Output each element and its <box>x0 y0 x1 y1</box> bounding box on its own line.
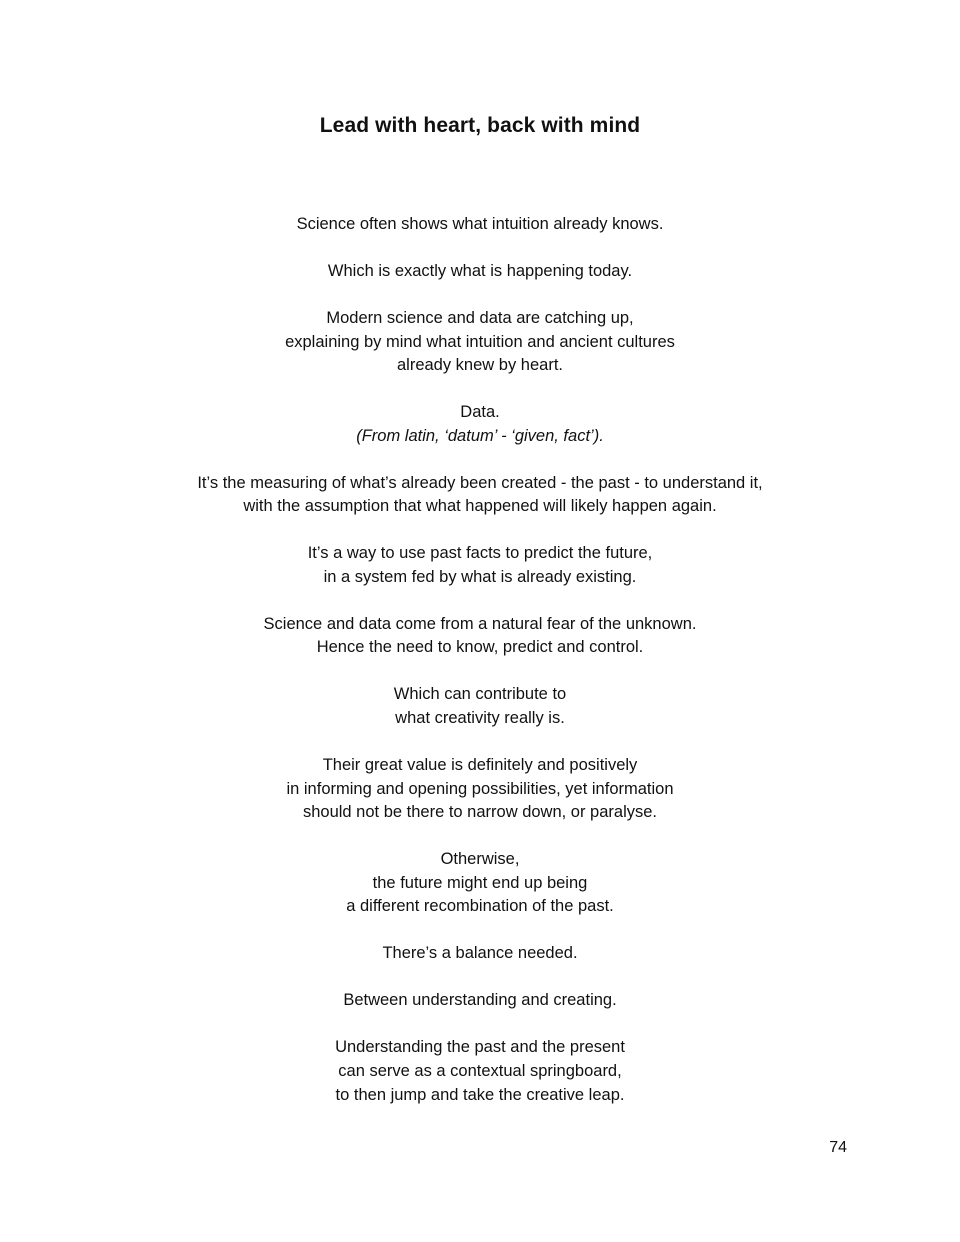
text-line: Science and data come from a natural fear of the unknown. <box>263 614 697 633</box>
text-line: should not be there to narrow down, or paralyse. <box>302 803 658 822</box>
text-line: There’s a balance needed. <box>382 944 578 963</box>
text-line: Otherwise, <box>440 850 520 869</box>
text-line: Their great value is definitely and positively <box>322 756 638 775</box>
paragraph-7 <box>0 613 960 660</box>
paragraph-1 <box>0 213 960 237</box>
text-line: already knew by heart. <box>396 356 563 375</box>
text-line: Modern science and data are catching up, <box>326 308 634 327</box>
text-line: the future might end up being <box>372 873 588 892</box>
text-line: with the assumption that what happened will likely happen again. <box>243 497 717 516</box>
paragraph-10 <box>0 848 960 919</box>
text-line: It’s a way to use past facts to predict the future, <box>307 544 653 563</box>
text-line: in a system fed by what is already existing. <box>323 567 637 586</box>
paragraph-12 <box>0 989 960 1013</box>
text-line: Understanding the past and the present <box>335 1038 625 1057</box>
text-line: what creativity really is. <box>395 709 565 728</box>
text-line: Which is exactly what is happening today. <box>327 261 633 280</box>
text-line: a different recombination of the past. <box>346 897 614 916</box>
page-number: 74 <box>829 1139 847 1156</box>
text-line: It’s the measuring of what’s already been created - the past - to understand it, <box>197 473 763 492</box>
paragraph-8 <box>0 683 960 730</box>
paragraph-9 <box>0 754 960 825</box>
text-line: Data. <box>460 403 500 422</box>
text-line: can serve as a contextual springboard, <box>338 1061 622 1080</box>
paragraph-4 <box>0 401 960 448</box>
text-line: Between understanding and creating. <box>343 991 617 1010</box>
text-line: Hence the need to know, predict and control. <box>316 638 644 657</box>
paragraph-2 <box>0 260 960 284</box>
body-text <box>0 213 960 1131</box>
paragraph-11 <box>0 942 960 966</box>
text-line: explaining by mind what intuition and ancient cultures <box>285 332 675 351</box>
paragraph-3 <box>0 307 960 378</box>
etymology-line: (From latin, ‘datum’ - ‘given, fact’). <box>356 426 604 445</box>
text-line: in informing and opening possibilities, yet information <box>286 779 674 798</box>
paragraph-6 <box>0 542 960 589</box>
text-line: Which can contribute to <box>393 685 567 704</box>
text-line: Science often shows what intuition already knows. <box>296 215 664 233</box>
paragraph-5 <box>0 472 960 519</box>
paragraph-13 <box>0 1036 960 1107</box>
text-line: to then jump and take the creative leap. <box>335 1085 625 1104</box>
page-title: Lead with heart, back with mind <box>319 114 641 137</box>
